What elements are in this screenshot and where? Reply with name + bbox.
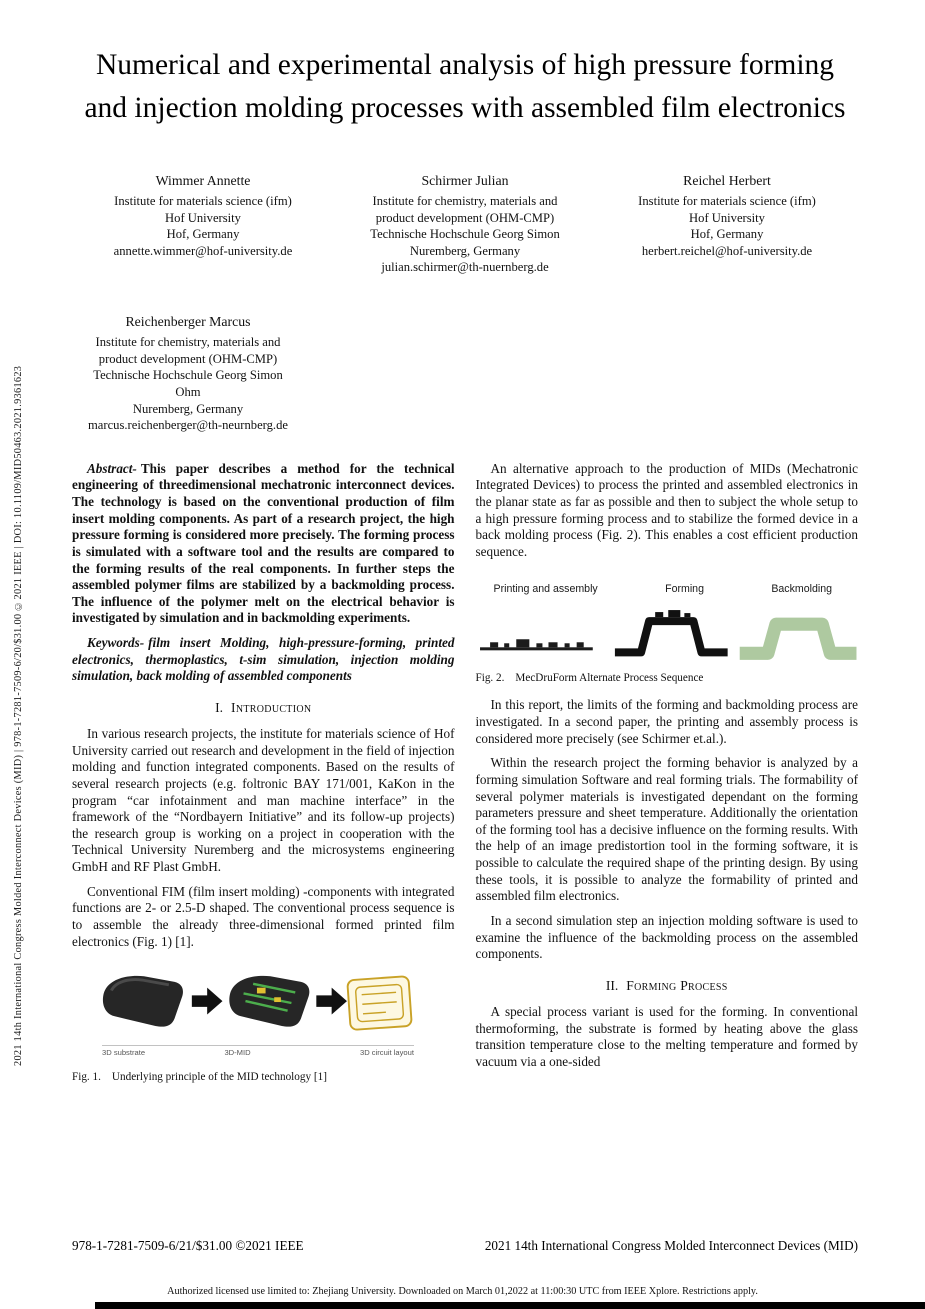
fig1-3d-mid-shape [229,976,309,1027]
figure-1-graphic [98,964,414,1042]
author-affiliation-line: Technische Hochschule Georg Simon [370,227,560,242]
figure-2-caption-text: MecDruForm Alternate Process Sequence [515,672,704,685]
author-affiliation-line: Institute for materials science (ifm) [114,193,292,208]
author-affiliation-line: Hof University [689,210,765,225]
fig1-3d-circuit-layout-shape [347,976,412,1030]
author-affiliation-line: Institute for chemistry, materials and [95,335,281,350]
figure-2 [476,583,859,663]
fig2-label-printing: Printing and assembly [493,582,598,595]
fig2-printed-film-stage [480,639,593,650]
body-paragraph: In a second simulation step an injection molding software is used to examine the influence of the backmolding process on the assembled components. [475,912,858,962]
sidebar-doi-text: 2021 14th International Congress Molded Interconnect Devices (MID) | 978-1-7281-7509-6/20/$31.00 ©2021 IEEE | DOI: 10.1109/MID50463.2021.9361623 [13,365,24,1066]
author-affiliation-line: product development (OHM-CMP) [98,351,278,366]
author-name: Reichenberger Marcus [125,313,251,329]
fig1-component [257,988,266,994]
body-paragraph: Conventional FIM (film insert molding) -components with integrated functions are 2- or 2.5-D shaped. The conventional process sequence is to assemble the already three-dimensional formed printed film electronics (Fig. 1) [1]. [72,883,455,949]
abstract-paragraph [72,461,455,627]
bottom-scan-bar [95,1302,925,1309]
fig2-label-backmolding: Backmolding [771,582,832,595]
figure-1-caption [72,1070,455,1084]
section-title: Forming Process [626,977,728,993]
section-title: Introduction [231,699,312,715]
body-columns [72,461,858,1086]
keywords-label: Keywords- [87,635,145,651]
body-paragraph: Within the research project the forming behavior is analyzed by a forming simulation Software and real forming trials. The formability of several polymer materials is investigated dependant on the forming parameters pressure and sheet temperature. Additionally the orientation of the forming tool has a decisive influence on the forming results. With the help of an image predistortion tool in the forming software, it is possible to calculate the required shape of the printing design. By using these tools, it is possible to analyze the formability of printed and assembled film electronics. [475,755,858,904]
author-affiliation-line: Nuremberg, Germany [409,243,521,258]
fig1-arrow-right-icon [192,988,223,1015]
keywords-text: film insert Molding, high-pressure-forming, printed electronics, thermoplastics, t-sim simulation, injection molding simulation, back molding of assembled components [72,635,455,684]
footer-copyright: 978-1-7281-7509-6/21/$31.00 ©2021 IEEE [72,1238,304,1253]
figure-1-labels [102,1048,414,1058]
paper-title: Numerical and experimental analysis of high pressure forming and injection molding processes with assembled film electronics [84,49,846,125]
paper-content [72,0,858,1086]
author-affiliation-line: product development (OHM-CMP) [375,210,555,225]
figure-2-labels [476,583,859,596]
fig1-3d-substrate-shape [103,976,183,1027]
figure-1-rule [102,1045,414,1046]
section-heading-introduction [72,699,455,716]
figure-2-graphic [476,600,859,662]
abstract-text: This paper describes a method for the technical engineering of threedimensional mechatronic interconnect devices. The technology is based on the conventional production of film insert molding components. As part of a research project, the high pressure forming is considered more precisely. The forming process is simulated with a software tool and the results are compared to the forming results of the real components. In further steps the assembled polymer films are stabilized by a backmolding process. The influence of the polymer melt on the electrical behavior is investigated by simulation and in backmolding experiments. [72,460,455,626]
body-paragraph: An alternative approach to the production of MIDs (Mechatronic Integrated Devices) to process the printed and assembled electronics in the planar state as far as possible and then to subject the whole setup to a high pressure forming process and to stabilize the formed device in a back molding process (Fig. 2). This enables a cost efficient production sequence. [475,460,858,559]
author-block [334,172,596,276]
author-block [596,172,858,276]
page-footer [72,1238,858,1254]
author-affiliation-line: Hof University [165,210,241,225]
author-affiliation-line: Ohm [175,385,201,399]
author-affiliation-line: Technische Hochschule Georg Simon [93,368,283,383]
author-email: marcus.reichenberger@th-neurnberg.de [88,418,288,433]
right-column [476,461,859,1086]
author-affiliation-line: Institute for materials science (ifm) [638,193,816,208]
fig2-label-forming: Forming [665,582,704,595]
left-column [72,461,455,1086]
author-affiliation-line: Institute for chemistry, materials and [372,193,558,208]
author-email: herbert.reichel@hof-university.de [641,243,813,258]
figure-2-caption-label: Fig. 2. [475,672,505,685]
authorization-notice: Authorized licensed use limited to: Zhejiang University. Downloaded on March 01,2022 at 11:00:30 UTC from IEEE Xplore. Restrictions apply. [167,1286,758,1297]
fig1-label-mid: 3D-MID [224,1048,251,1058]
author-block [72,172,334,276]
keywords-paragraph [72,635,455,685]
authors-row [72,172,858,276]
section-number: I. [215,699,224,715]
abstract-label: Abstract- [87,460,137,476]
body-paragraph: In various research projects, the institute for materials science of Hof University carried out research and development in the field of injection molding and function integrated components. Based on the results of several research projects (e.g. foltronic BAY 171/001, KaKon in the program “car infotainment and man machine interface” in the framework of the “Nordbayern Initiative” and its follow-up projects) the research group is working on a project in cooperation with the Technical University Nuremberg and the microsystems engineering GmbH and RF Plast GmbH. [72,726,455,875]
fig2-formed-stage [614,610,727,652]
figure-1-caption-text: Underlying principle of the MID technology [1] [111,1070,327,1083]
author-name: Reichel Herbert [683,172,771,188]
fig1-label-circuit: 3D circuit layout [359,1048,414,1058]
body-paragraph: In this report, the limits of the forming and backmolding process are investigated. In a second paper, the printing and assembly process is considered more precisely (see Schirmer et.al.). [475,697,858,746]
figure-1-caption-label: Fig. 1. [72,1070,101,1083]
figure-2-caption [476,671,859,685]
section-heading-forming-process [476,977,859,994]
author-name: Wimmer Annette [155,172,251,188]
author-affiliation-line: Hof, Germany [690,227,764,242]
figure-1 [72,964,455,1058]
fig1-label-substrate: 3D substrate [102,1048,146,1058]
author-email: annette.wimmer@hof-university.de [113,243,293,258]
footer-conference: 2021 14th International Congress Molded Interconnect Devices (MID) [484,1238,858,1253]
author-block [72,313,304,434]
section-number: II. [605,977,619,993]
author-affiliation-line: Nuremberg, Germany [132,401,244,416]
fig1-component [274,997,281,1002]
fig2-backmolded-stage [739,624,856,653]
fig1-arrow-right-icon [316,988,347,1015]
body-paragraph: A special process variant is used for the forming. In conventional thermoforming, the substrate is formed by heating above the glass transition temperature close to the melting temperature and formed by vacuum via a one-sided [475,1003,858,1069]
author-name: Schirmer Julian [421,172,509,188]
author-affiliation-line: Hof, Germany [166,227,240,242]
author-email: julian.schirmer@th-nuernberg.de [381,260,549,275]
